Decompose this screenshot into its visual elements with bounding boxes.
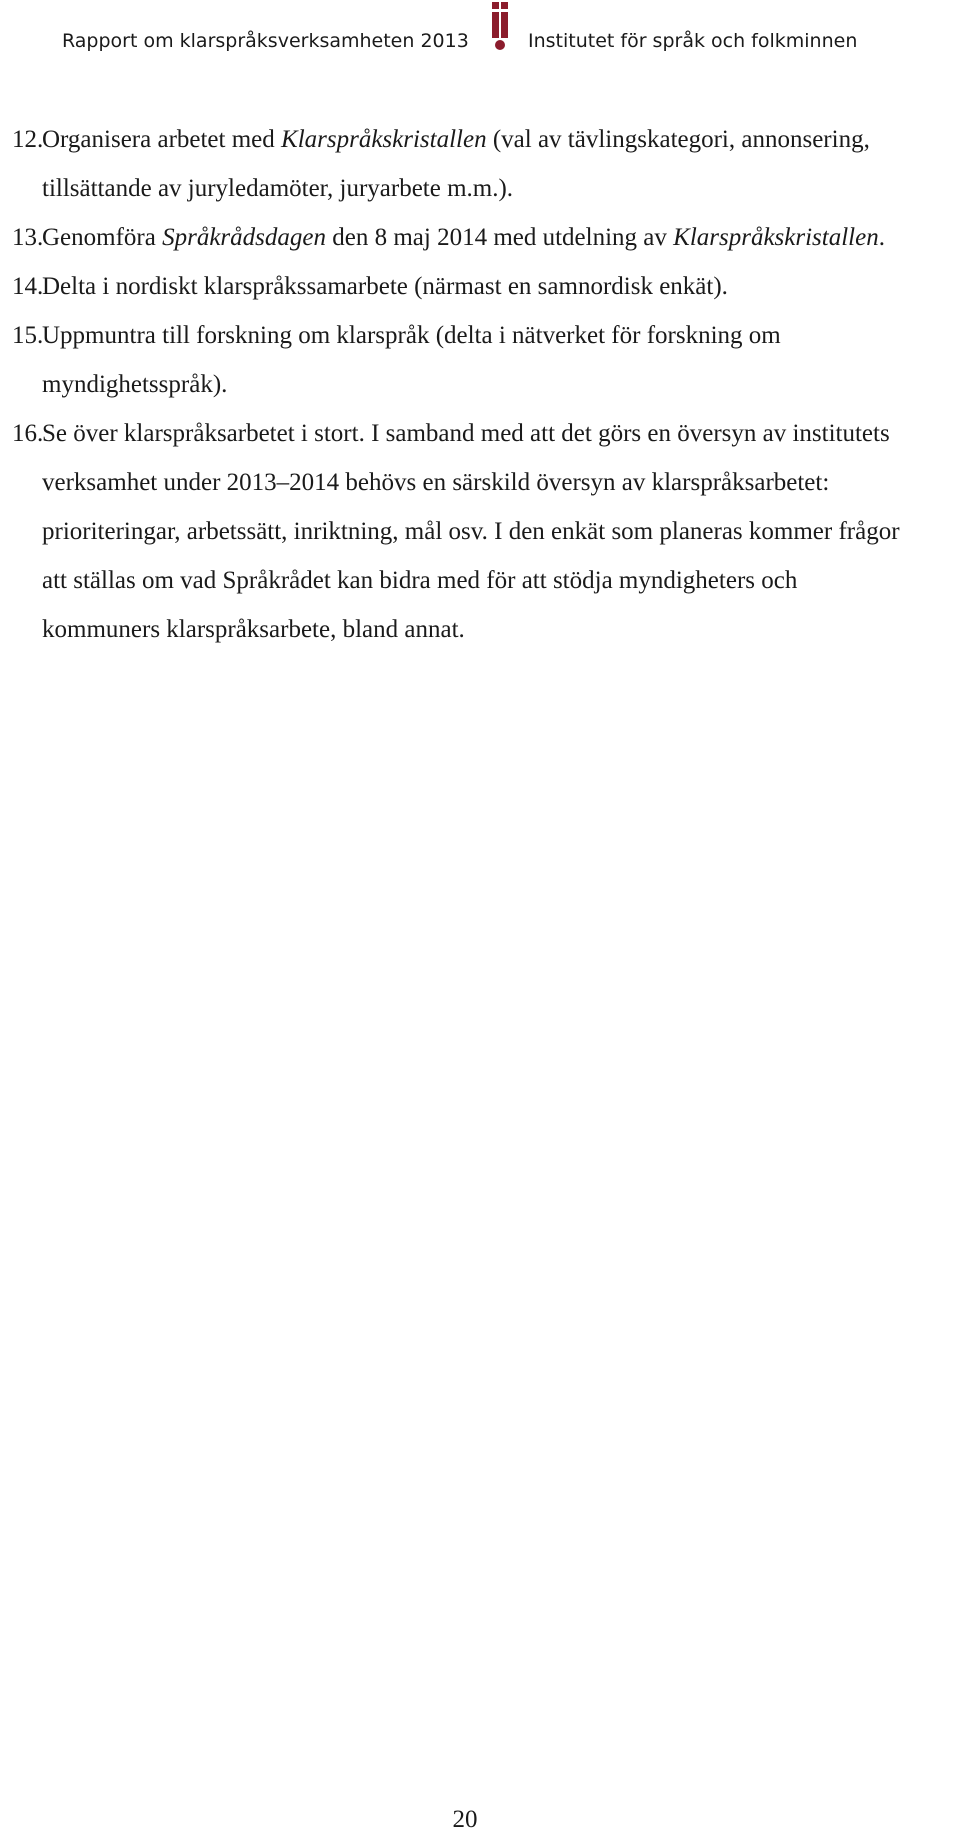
italic-title: Språkrådsdagen: [162, 224, 326, 251]
list-item-text: [42, 311, 902, 409]
italic-title: Klarspråkskristallen: [281, 126, 487, 153]
list-item-number: 13.: [12, 224, 44, 251]
text-segment: Genomföra: [42, 224, 163, 251]
list-item-number: 14.: [12, 273, 44, 300]
document-body: [0, 115, 960, 654]
list-item-number: 12.: [12, 126, 44, 153]
page-number: 20: [452, 1806, 478, 1833]
report-title: Rapport om klarspråksverksamheten 2013: [62, 30, 469, 52]
list-item-number: 15.: [12, 322, 44, 349]
list-item: [12, 409, 902, 654]
text-segment: .: [878, 224, 885, 251]
text-segment: Organisera arbetet med: [42, 126, 282, 153]
text-segment: Uppmuntra till forskning om klarspråk (delta i nätverket för forskning om myndighetsspråk).: [42, 322, 781, 398]
list-item-number: 16.: [12, 420, 44, 447]
text-segment: den 8 maj 2014 med utdelning av: [325, 224, 674, 251]
list-item-text: [42, 115, 902, 213]
list-item-text: [42, 262, 902, 311]
italic-title: Klarspråkskristallen: [673, 224, 879, 251]
list-item: [12, 262, 902, 311]
institute-logo-icon: [488, 2, 512, 52]
list-item: [12, 115, 902, 213]
list-item-text: [42, 213, 902, 262]
institute-name: Institutet för språk och folkminnen: [528, 30, 858, 52]
list-item: [12, 311, 902, 409]
list-item-text: [42, 409, 902, 654]
text-segment: Se över klarspråksarbetet i stort. I samband med att det görs en översyn av institutets verksamhet under 2013–2014 behövs en särskild översyn av klarspråksarbetet: prioriteringar, arbetssätt, inriktning, mål osv. I den enkät som planeras kommer frågor att ställas om vad Språkrådet kan bidra med för att stödja myndigheters och kommuners klarspråksarbete, bland annat.: [42, 420, 900, 643]
text-segment: Delta i nordiskt klarspråkssamarbete (närmast en samnordisk enkät).: [42, 273, 728, 300]
list-item: [12, 213, 902, 262]
page-header: [0, 0, 960, 90]
text-segment: (val av tävlingskategori, annonsering, tillsättande av juryledamöter, juryarbete m.m.).: [42, 126, 870, 202]
